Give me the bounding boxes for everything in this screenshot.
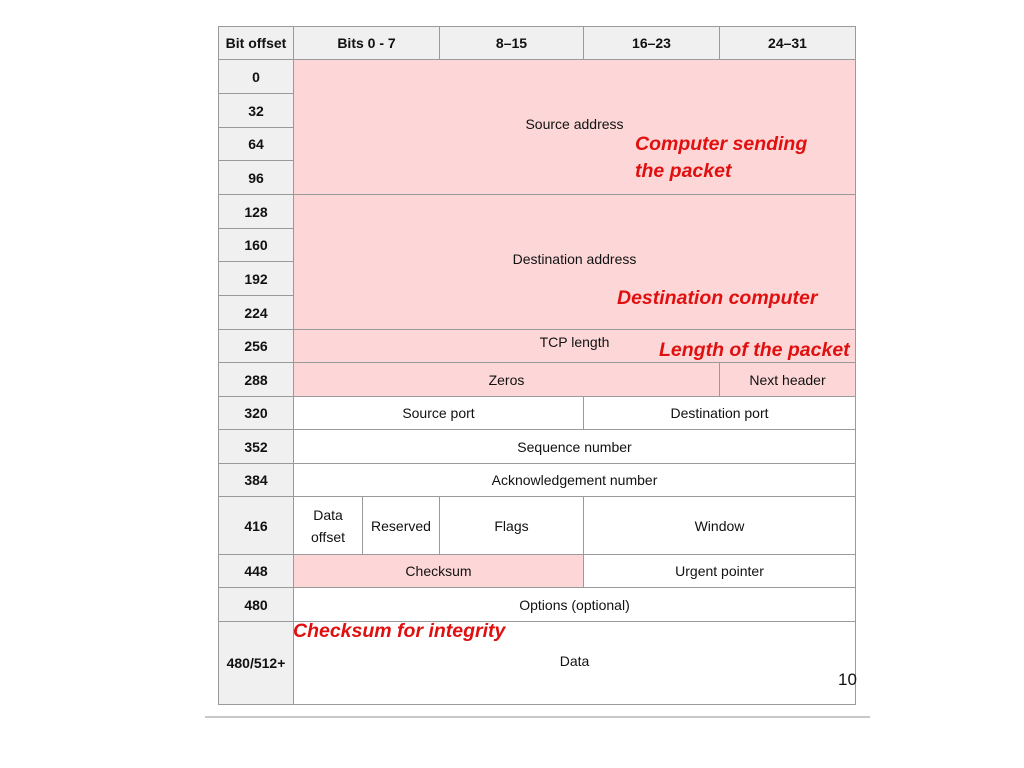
field-options: Options (optional) [293,587,856,622]
offset-cell: 416 [218,496,294,555]
field-flags: Flags [439,496,584,555]
offset-cell: 0 [218,59,294,94]
offset-cell: 192 [218,261,294,296]
offset-cell: 480/512+ [218,621,294,705]
offset-cell: 256 [218,329,294,363]
annotation-checksum: Checksum for integrity [293,620,506,642]
field-zeros: Zeros [293,362,720,397]
field-next-header: Next header [719,362,856,397]
field-source-address-label: Source address [525,116,624,132]
field-tcp-length-label: TCP length [539,334,610,350]
field-source-port: Source port [293,396,584,430]
field-data-label: Data [559,653,590,669]
header-bits-8-15: 8–15 [439,26,584,60]
header-bits-24-31: 24–31 [719,26,856,60]
offset-cell: 448 [218,554,294,588]
annotation-destination: Destination computer [617,287,818,309]
offset-cell: 32 [218,93,294,128]
header-bits-0-7: Bits 0 - 7 [293,26,440,60]
offset-cell: 320 [218,396,294,430]
offset-cell: 128 [218,194,294,229]
field-window: Window [583,496,856,555]
offset-cell: 64 [218,127,294,161]
field-destination-address-label: Destination address [512,251,637,267]
offset-cell: 96 [218,160,294,195]
field-reserved: Reserved [362,496,440,555]
field-sequence-number: Sequence number [293,429,856,464]
annotation-source: Computer sending the packet [635,133,808,182]
field-checksum: Checksum [293,554,584,588]
field-destination-port: Destination port [583,396,856,430]
offset-cell: 160 [218,228,294,262]
offset-cell: 288 [218,362,294,397]
annotation-length: Length of the packet [659,339,850,361]
offset-cell: 384 [218,463,294,497]
offset-cell: 480 [218,587,294,622]
field-data-offset: Data offset [293,496,363,555]
slide-number: 10 [838,670,857,689]
footer-divider [205,716,870,718]
offset-cell: 352 [218,429,294,464]
field-urgent-pointer: Urgent pointer [583,554,856,588]
offset-cell: 224 [218,295,294,330]
header-bits-16-23: 16–23 [583,26,720,60]
field-acknowledgement-number: Acknowledgement number [293,463,856,497]
header-bit-offset: Bit offset [218,26,294,60]
